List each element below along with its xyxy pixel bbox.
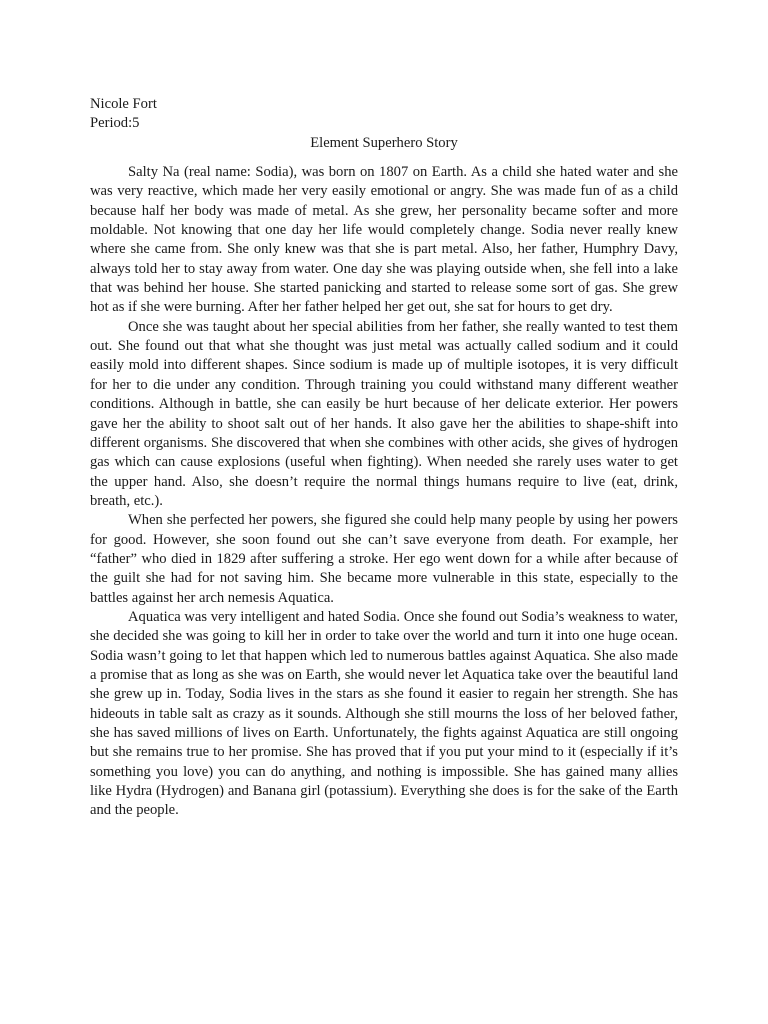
- document-title: Element Superhero Story: [310, 134, 458, 151]
- story-paragraph-3: When she perfected her powers, she figured she could help many people by using her powers for good. However, she soon found out she can’t save everyone from death. For example, her “father” who died in 1829 after suffering a stroke. Her ego went down for a while after because of the guilt she had for not saving him. She became more vulnerable in this state, especially to the battles against her arch nemesis Aquatica.: [90, 512, 678, 606]
- story-paragraph-4: Aquatica was very intelligent and hated Sodia. Once she found out Sodia’s weakness to water, she decided she was going to kill her in order to take over the world and turn it into one huge ocean. Sodia wasn’t going to let that happen which led to numerous battles against Aquatica. She also made a promise that as long as she was on Earth, she would never let Aquatica take over the beautiful land she grew up in. Today, Sodia lives in the stars as she found it easier to regain her strength. She has hideouts in table salt as crazy as it sounds. Although she still mourns the loss of her beloved father, she has saved millions of lives on Earth. Unfortunately, the fights against Aquatica are still ongoing but she remains true to her promise. She has proved that if you put your mind to it (especially if it’s something you love) you can do anything, and nothing is impossible. She has gained many allies like Hydra (Hydrogen) and Banana girl (potassium). Everything she does is for the sake of the Earth and the people.: [90, 608, 678, 819]
- class-period: Period:5: [90, 115, 140, 132]
- document-page: [90, 95, 678, 821]
- author-name: Nicole Fort: [90, 96, 157, 112]
- story-paragraph-1: Salty Na (real name: Sodia), was born on 1807 on Earth. As a child she hated water and she was very reactive, which made her very easily emotional or angry. She was made fun of as a child because half her body was made of metal. As she grew, her personality became softer and more moldable. Not knowing that one day her life would completely change. Sodia never really knew where she came from. She only knew was that she is part metal. Also, her father, Humphry Davy, always told her to stay away from water. One day she was playing outside when, she fell into a lake that was behind her house. She started panicking and started to release some sort of gas. She grew hot as if she were burning. After her father helped her get out, she sat for hours to get dry.: [90, 164, 678, 316]
- story-paragraph-2: Once she was taught about her special abilities from her father, she really wanted to test them out. She found out that what she thought was just metal was actually called sodium and it could easily mold into different shapes. Since sodium is made up of multiple isotopes, it is very difficult for her to die under any condition. Through training you could withstand many different weather conditions. Although in battle, she can easily be hurt because of her delicate exterior. Her powers gave her the ability to shoot salt out of her hands. It also gave her the abilities to shape-shift into different organisms. She discovered that when she combines with other acids, she gives of hydrogen gas which can cause explosions (useful when fighting). When needed she rarely uses water to get the upper hand. Also, she doesn’t require the normal things humans require to live (eat, drink, breath, etc.).: [90, 318, 678, 509]
